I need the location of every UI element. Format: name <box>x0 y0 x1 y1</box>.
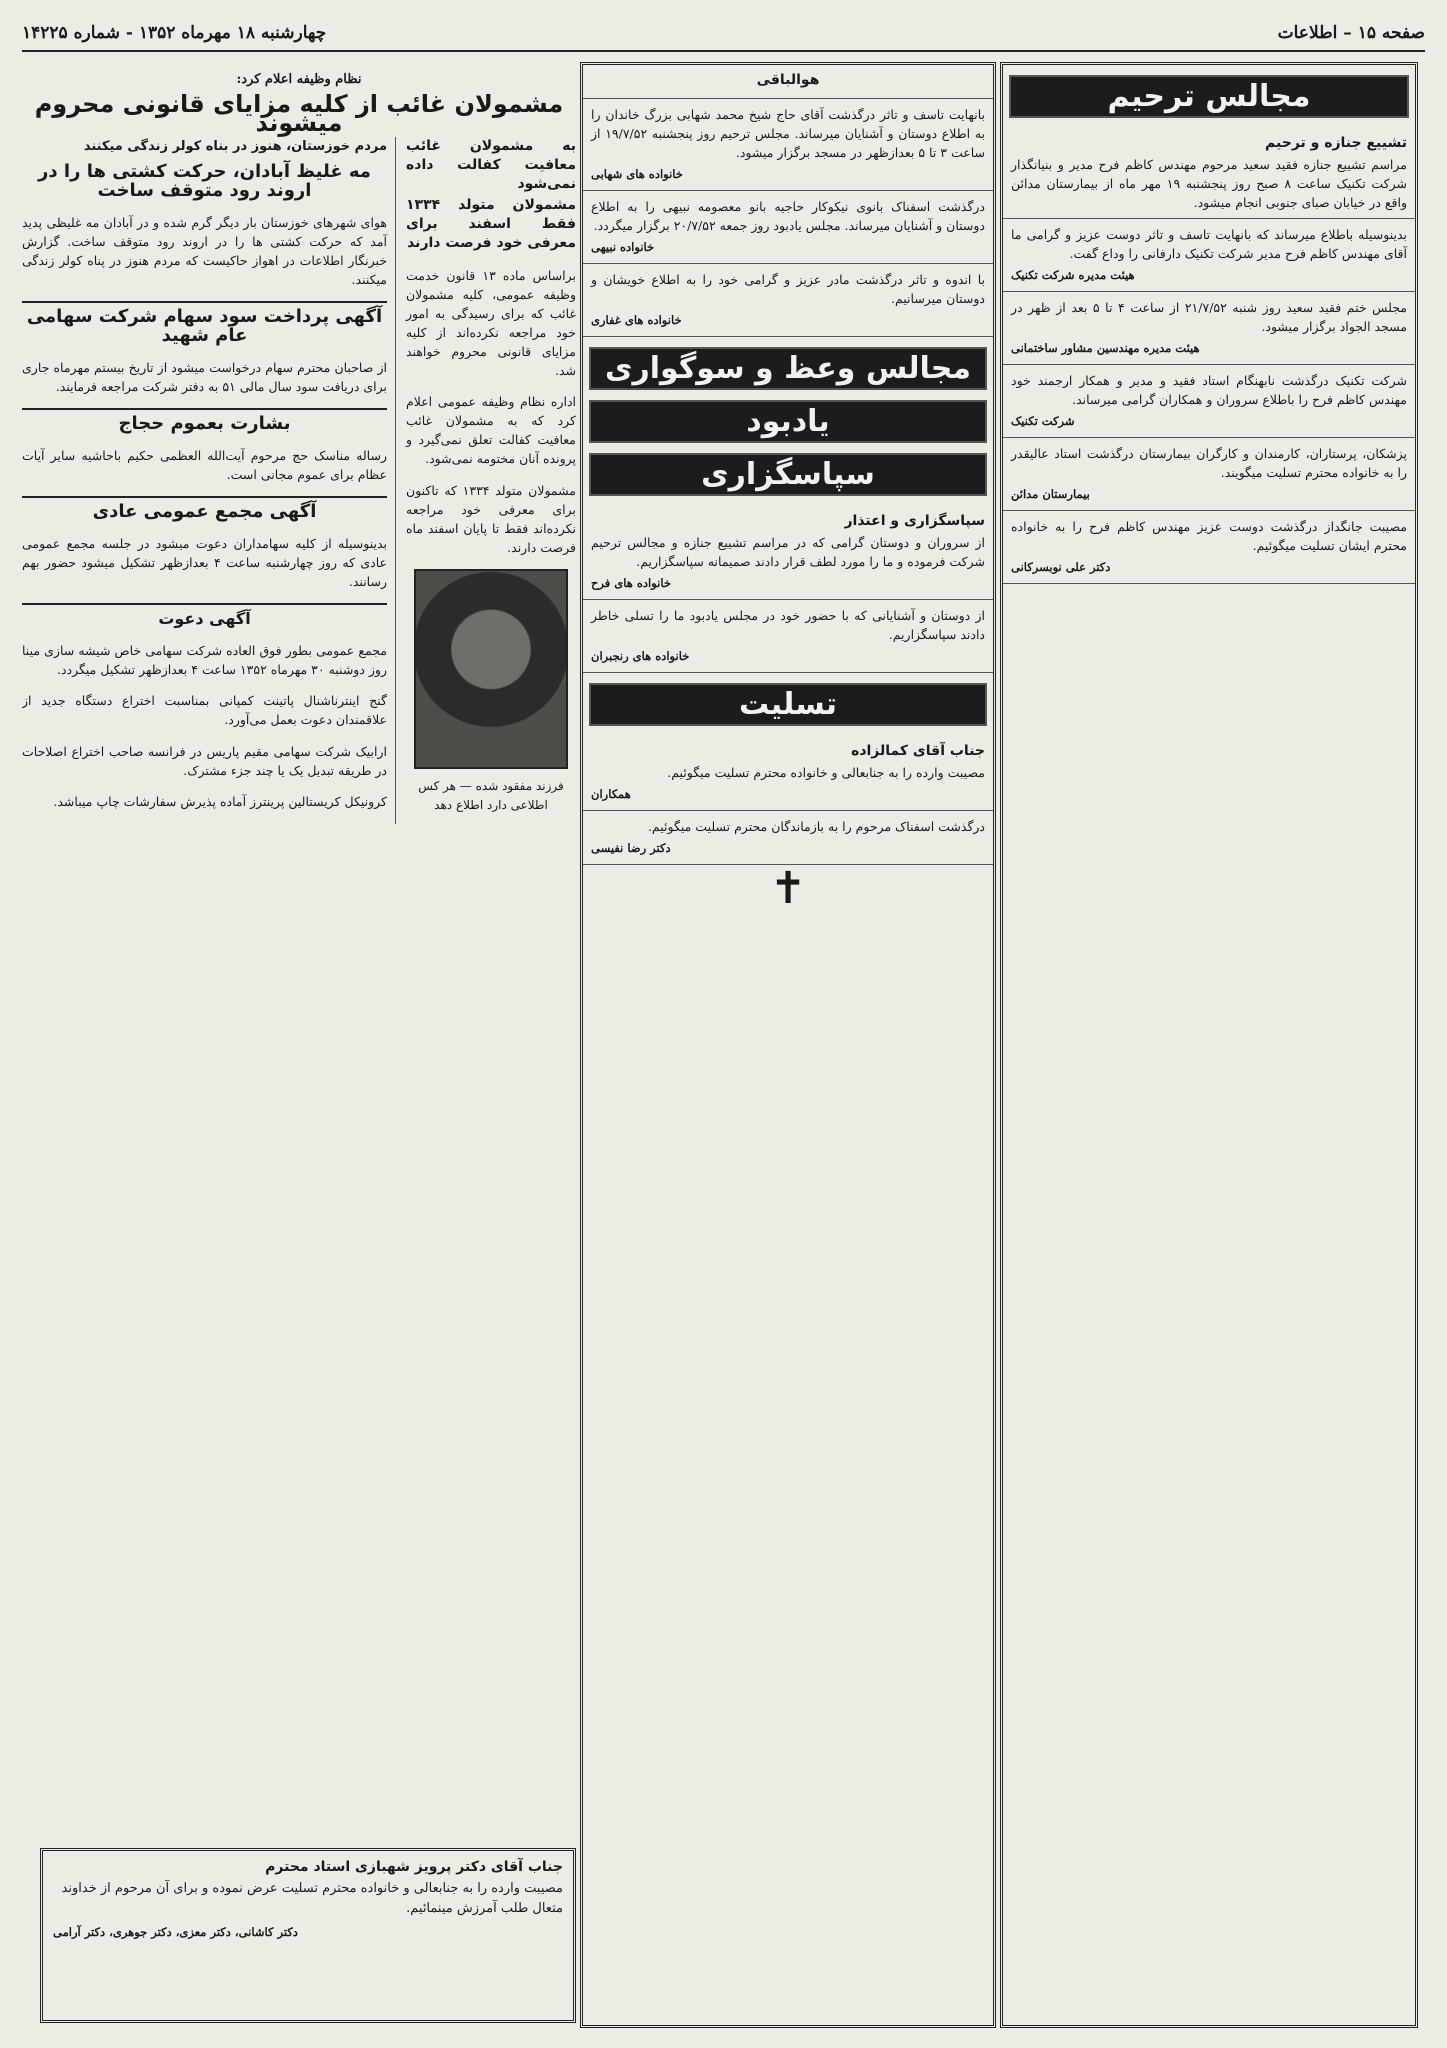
issue-date-label: چهارشنبه ۱۸ مهرماه ۱۳۵۲ - شماره ۱۴۲۲۵ <box>22 23 327 43</box>
notice-body: با اندوه و تاثر درگذشت مادر عزیز و گرامی خود را به اطلاع خویشان و دوستان میرسانیم. <box>591 272 985 306</box>
notice-signature: هیئت مدیره شرکت تکنیک <box>1011 268 1135 282</box>
notice-body: مصیبت جانگداز درگذشت دوست عزیز مهندس کاظم فرح را به خانواده محترم ایشان تسلیت میگوئیم. <box>1011 519 1407 553</box>
notice-body: مجلس ختم فقید سعید روز شنبه ۲۱/۷/۵۲ از ساعت ۴ تا ۵ بعد از ظهر در مسجد الجواد برگزار میشود. <box>1011 300 1407 334</box>
notice-block <box>583 600 993 673</box>
article-kicker: نظام وظیفه اعلام کرد: <box>236 72 362 87</box>
notice-signature: خانواده های رنجبران <box>591 649 690 663</box>
box-title: جناب آقای دکتر پرویز شهبازی استاد محترم <box>265 1859 563 1875</box>
cross-icon: ✝ <box>769 863 807 914</box>
notice-block <box>1003 511 1415 584</box>
missing-child-photo <box>414 569 568 769</box>
notice-block <box>1003 219 1415 292</box>
notice-title: تشییع جنازه و ترحیم <box>1265 135 1407 151</box>
notice-body: پزشکان، پرستاران، کارمندان و کارگران بیمارستان درگذشت استاد عالیقدر را به خانواده محترم تسلیت میگویند. <box>1011 446 1407 480</box>
notice-body: درگذشت اسفناک بانوی نیکوکار حاجیه بانو معصومه نبیهی را به اطلاع دوستان و آشنایان میرساند. مجلس یادبود روز جمعه ۲۰/۷/۵۲ برگزار میگردد. <box>591 199 985 233</box>
obituary-notices <box>1003 128 1415 584</box>
notice-body: بدینوسیله باطلاع میرساند که بانهایت تاسف و تاثر دوست عزیز و گرامی ما آقای مهندس کاظم فرح مدیر شرکت تکنیک دارفانی را وداع گفت. <box>1011 227 1407 261</box>
box-signature: دکتر کاشانی، دکتر معزی، دکتر جوهری، دکتر آرامی <box>53 1925 298 1939</box>
small-ad: کرونیکل کریستالین پرینترز آماده پذیرش سفارشات چاپ میباشد. <box>53 794 387 809</box>
hajj-title: بشارت بعموم حجاج <box>22 408 387 433</box>
article-headline: مشمولان غائب از کلیه مزایای قانونی محروم میشوند <box>34 90 564 137</box>
hajj-body: رساله مناسک حج مرحوم آیت‌الله العظمی حکیم باحاشیه سایر آیات عظام برای عموم مجانی است. <box>22 447 387 482</box>
notice-signature: دکتر علی نوبسرکانی <box>1011 560 1111 574</box>
section-banner-taslit: تسلیت <box>589 683 987 726</box>
news-intro: مردم خوزستان، هنوز در بناه کولر زندگی میکنند <box>83 139 387 154</box>
meeting-body: بدینوسیله از کلیه سهامداران دعوت میشود در جلسه مجمع عمومی عادی که روز چهارشنبه ساعت ۴ بعدازظهر تشکیل میشود حضور بهم رسانند. <box>22 535 387 589</box>
notice-title: هوالباقی <box>756 72 820 88</box>
article-subhead-2: مشمولان متولد ۱۳۳۴ فقط اسفند برای معرفی خود فرصت دارند <box>406 197 576 251</box>
invite-title: آگهی دعوت <box>22 603 387 628</box>
page-header <box>22 16 1425 52</box>
small-ad: گنج اینترناشنال پاتینت کمپانی بمناسبت اختراع دستگاه جدید از علاقمندان دعوت بعمل می‌آورد. <box>22 693 387 727</box>
meeting-title: آگهی مجمع عمومی عادی <box>22 496 387 521</box>
section-banner-yadbood: یادبود <box>589 400 987 443</box>
notice-signature: خانواده نبیهی <box>591 240 655 254</box>
classifieds-column <box>22 137 396 824</box>
notice-block <box>583 65 993 99</box>
notice-signature: خانواده های شهابی <box>591 167 683 181</box>
notice-block <box>1003 128 1415 219</box>
condolence-box-bottom <box>40 1848 576 2023</box>
notice-signature: خانواده های غفاری <box>591 313 682 327</box>
notice-signature: دکتر رضا نفیسی <box>591 841 671 855</box>
obituary-notices-center <box>583 99 993 337</box>
taslit-notices <box>583 736 993 865</box>
news-body: هوای شهرهای خوزستان بار دیگر گرم شده و در آبادان مه غلیظی پدید آمد که حرکت کشتی ها را در اروند رود متوقف ساخت. گزارش خبرنگار اطلاعات در اهواز حاکیست که مردم هنوز در پناه کولر زندگی میکنند. <box>22 214 387 287</box>
notice-block <box>583 811 993 865</box>
notice-block <box>1003 292 1415 365</box>
article-paragraph: اداره نظام وظیفه عمومی اعلام کرد که به مشمولان غائب معافیت کفالت تعلق نمی‌گیرد و پرونده آنان مختومه نمی‌شود. <box>406 394 576 466</box>
notice-block <box>583 191 993 264</box>
notice-body: مراسم تشییع جنازه فقید سعید مرحوم مهندس کاظم فرح مدیر و بنیانگذار شرکت تکنیک ساعت ۸ صبح روز پنجشنبه ۱۹ مهر ماه از بیمارستان مدائن واقع در خیابان صبای جنوبی انجام میشود. <box>1011 157 1407 210</box>
invite-body: مجمع عمومی بطور فوق العاده شرکت سهامی خاص شیشه سازی مینا روز دوشنبه ۳۰ مهرماه ۱۳۵۲ ساعت ۴ بعدازظهر تشکیل میگردد. <box>22 642 387 677</box>
news-headline: مه غلیظ آبادان، حرکت کشتی ها را در اروند رود متوقف ساخت <box>38 161 371 201</box>
notice-body: درگذشت اسفناک مرحوم را به بازماندگان محترم تسلیت میگوئیم. <box>647 819 985 834</box>
notice-body: شرکت تکنیک درگذشت نابهنگام استاد فقید و مدیر و همکار ارجمند خود مهندس کاظم فرح را باطلاع سروران و همکاران گرامی میرساند. <box>1011 373 1407 407</box>
obituary-column-center <box>580 62 996 2028</box>
article-paragraph: براساس ماده ۱۳ قانون خدمت وظیفه عمومی، کلیه مشمولان غائب که برای رسیدگی به امور خود مراجعه نکرده‌اند از کلیه مزایای قانونی محروم خواهند شد. <box>406 267 576 378</box>
photo-caption: فرزند مفقود شده — هر کس اطلاعی دارد اطلاع دهد <box>418 779 564 812</box>
notice-block <box>583 99 993 191</box>
notice-signature: هیئت مدیره مهندسین مشاور ساختمانی <box>1011 341 1200 355</box>
article-paragraph: مشمولان متولد ۱۳۳۴ که تاکنون برای معرفی خود مراجعه نکرده‌اند فقط تا پایان اسفند ماه فرصت دارند. <box>406 482 576 555</box>
ad-title: آگهی پرداخت سود سهام شرکت سهامی عام شهید <box>22 301 387 345</box>
page-number-label: صفحه ۱۵ – اطلاعات <box>1277 23 1425 43</box>
box-body: مصیبت وارده را به جنابعالی و خانواده محترم تسلیت عرض نموده و برای آن مرحوم از خداوند متعال طلب آمرزش مینمائیم. <box>61 1881 563 1916</box>
article-subhead-1: به مشمولان غائب معافیت کفالت داده نمی‌شود <box>406 138 576 192</box>
notice-body: از دوستان و آشنایانی که با حضور خود در مجلس یادبود ما را تسلی خاطر دادند سپاسگزاریم. <box>591 608 985 642</box>
news-column-left <box>22 62 576 1838</box>
notice-body: مصیبت وارده را به جنابعالی و خانواده محترم تسلیت میگوئیم. <box>667 765 985 780</box>
notice-signature: بیمارستان مدائن <box>1011 487 1090 501</box>
notice-body: بانهایت تاسف و تاثر درگذشت آقای حاج شیخ محمد شهابی بزرگ خاندان را به اطلاع دوستان و آشنایان میرساند. مجلس ترحیم روز پنجشنبه ۱۹/۷/۵۲ از ساعت ۳ تا ۵ بعدازظهر در مسجد برگزار میشود. <box>591 107 986 160</box>
notice-title: جناب آقای کمالزاده <box>851 743 985 759</box>
notice-body: از سروران و دوستان گرامی که در مراسم تشییع جنازه و مجالس ترحیم شرکت فرموده و ما را مورد لطف قرار دادند صمیمانه سپاسگزاریم. <box>591 535 985 569</box>
notice-block <box>583 264 993 337</box>
article-subheads <box>406 137 576 824</box>
obituary-column-right <box>1000 62 1418 2028</box>
notice-block <box>583 736 993 811</box>
notice-signature: همکاران <box>591 787 631 801</box>
notice-block <box>583 506 993 600</box>
notice-block <box>1003 438 1415 511</box>
section-banner-sepas: سپاسگزاری <box>589 453 987 496</box>
section-banner-tarhim: مجالس ترحیم <box>1009 75 1409 118</box>
notice-signature: خانواده های فرح <box>591 576 671 590</box>
sepas-notices <box>583 506 993 673</box>
notice-title: سپاسگزاری و اعتذار <box>844 513 985 529</box>
section-banner-vaz: مجالس وعظ و سوگواری <box>589 347 987 390</box>
notice-signature: شرکت تکنیک <box>1011 414 1075 428</box>
notice-block <box>1003 365 1415 438</box>
ad-body: از صاحبان محترم سهام درخواست میشود از تاریخ بیستم مهرماه جاری برای دریافت سود سال مالی ۵۱ به دفتر شرکت مراجعه فرمایند. <box>22 359 387 394</box>
small-ad: ارابیک شرکت سهامی مقیم پاریس در فرانسه صاحب اختراع اصلاحات در طریقه تبدیل یک یا چند جزء مشترک. <box>22 743 387 778</box>
